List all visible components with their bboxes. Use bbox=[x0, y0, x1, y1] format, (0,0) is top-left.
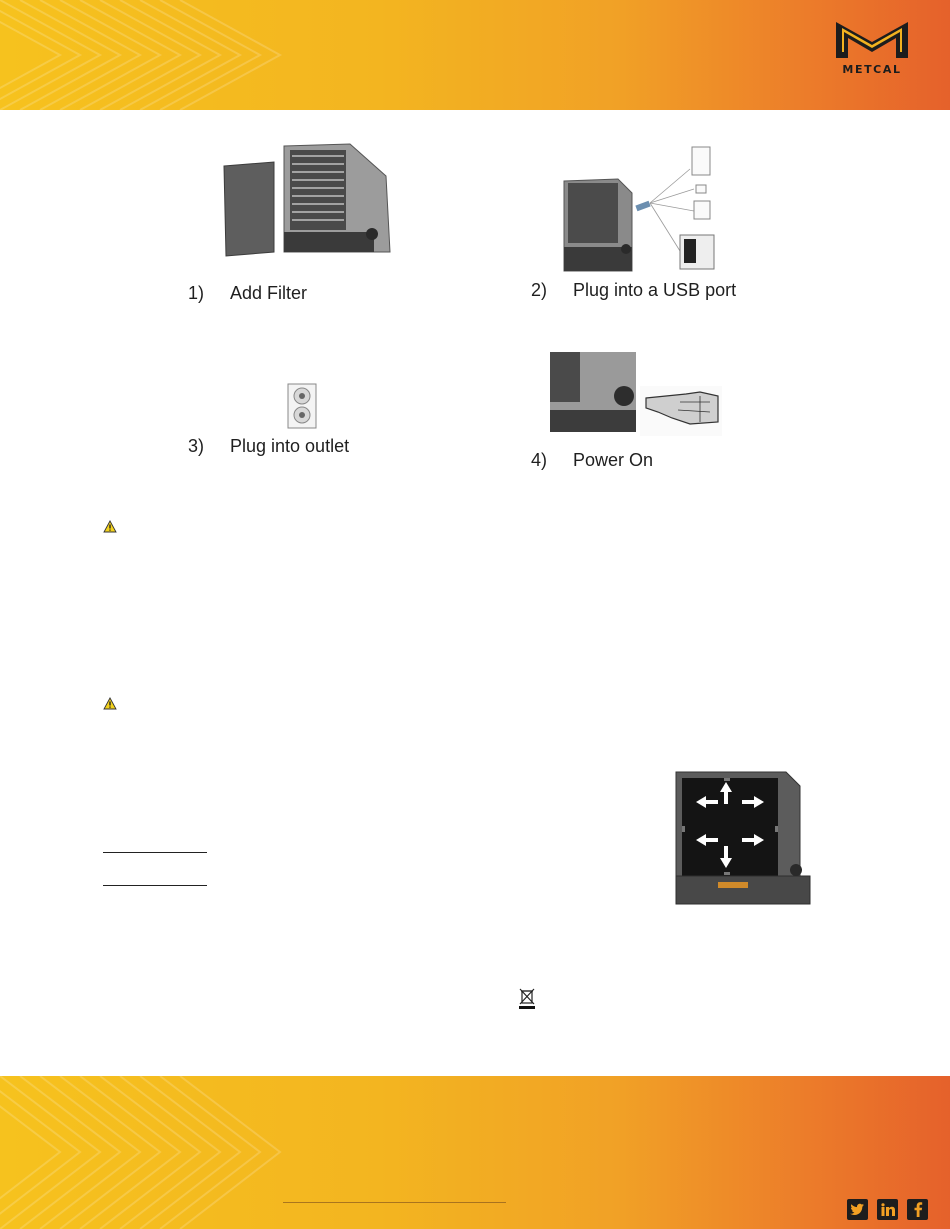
step-2-number: 2) bbox=[531, 280, 548, 300]
footer-rule bbox=[283, 1202, 506, 1203]
footer-band bbox=[0, 1076, 950, 1229]
filter-orientation-image bbox=[674, 770, 816, 906]
usb-port-image bbox=[560, 143, 720, 273]
step-3-text: Plug into outlet bbox=[230, 436, 350, 456]
step-3-label bbox=[188, 436, 349, 457]
chevron-pattern bbox=[0, 1076, 520, 1229]
crossed-out-bin-icon bbox=[518, 988, 536, 1010]
twitter-icon[interactable] bbox=[847, 1199, 868, 1220]
add-filter-image bbox=[222, 140, 392, 258]
social-links bbox=[847, 1199, 928, 1220]
step-2-label bbox=[531, 280, 736, 301]
step-2-text: Plug into a USB port bbox=[573, 280, 737, 300]
header-band bbox=[0, 0, 950, 110]
warning-triangle-icon bbox=[103, 520, 117, 533]
step-3-number: 3) bbox=[188, 436, 205, 456]
underline-rule bbox=[103, 885, 207, 886]
step-1-label bbox=[188, 283, 307, 304]
underline-rule bbox=[103, 852, 207, 853]
step-1-number: 1) bbox=[188, 283, 205, 303]
step-4-text: Power On bbox=[573, 450, 654, 470]
step-4-number: 4) bbox=[531, 450, 548, 470]
chevron-pattern bbox=[0, 0, 520, 110]
step-4-label bbox=[531, 450, 653, 471]
facebook-icon[interactable] bbox=[907, 1199, 928, 1220]
outlet-image bbox=[287, 383, 317, 429]
metcal-logo[interactable] bbox=[832, 20, 912, 90]
linkedin-icon[interactable] bbox=[877, 1199, 898, 1220]
logo-text: METCAL bbox=[842, 63, 902, 76]
warning-triangle-icon bbox=[103, 697, 117, 710]
power-on-image bbox=[550, 352, 724, 438]
step-1-text: Add Filter bbox=[230, 283, 308, 303]
metcal-m-mark-icon bbox=[834, 20, 910, 60]
